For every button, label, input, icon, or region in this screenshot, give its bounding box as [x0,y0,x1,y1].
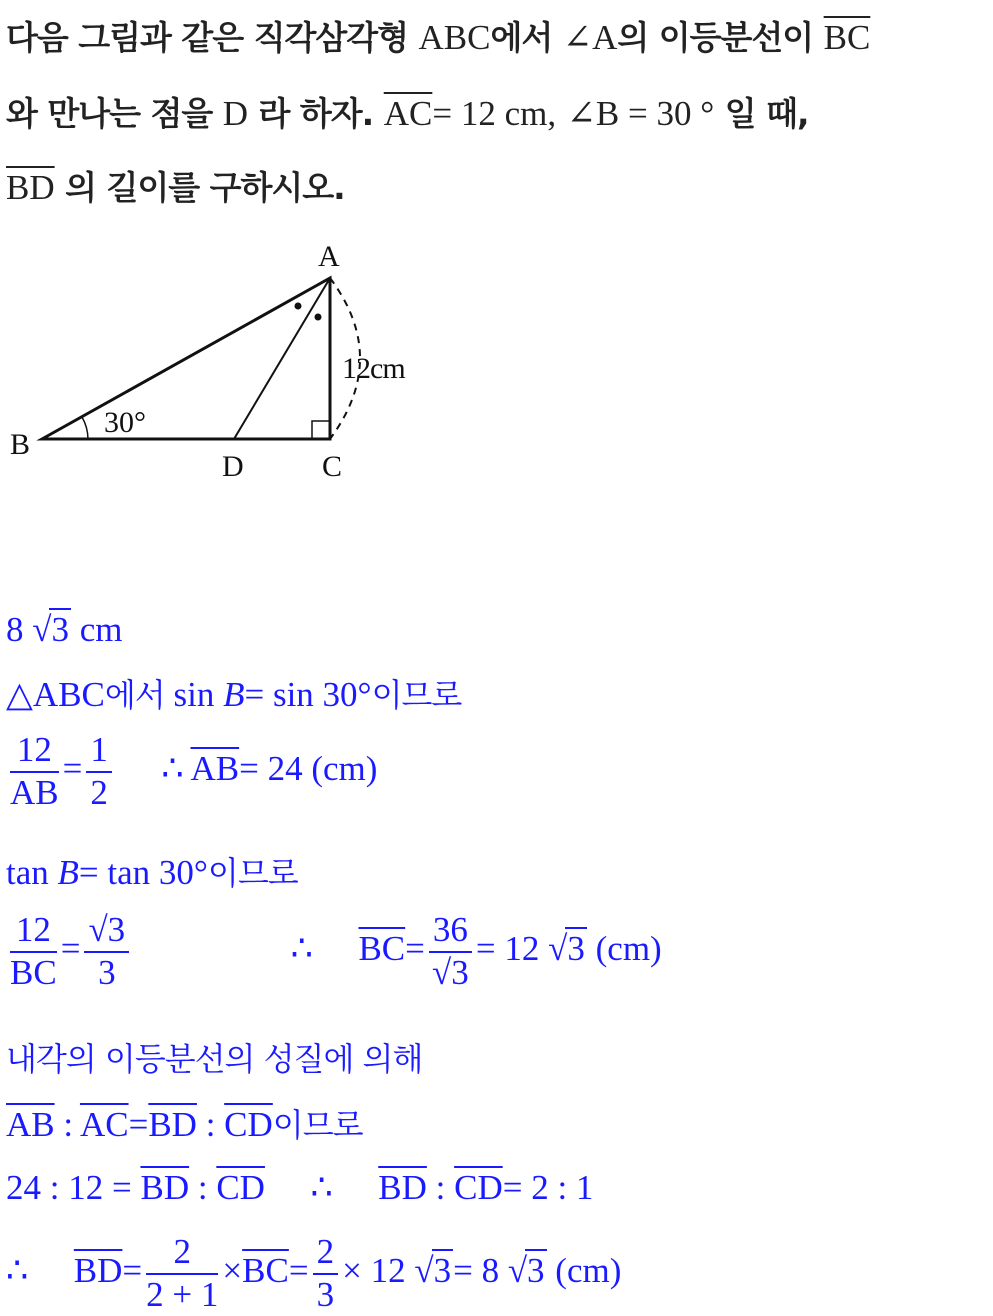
therefore-symbol: ∴ [290,928,313,968]
triangle-name: △ABC [6,675,105,714]
equals-sign: = [405,928,425,968]
equals-sign: = [60,928,81,968]
question-text: 와 만나는 점을 [6,94,213,133]
segment-bc: $\overline{BC}$ [242,1250,289,1290]
angle-arc-b [82,417,88,439]
fraction-12-over-bc [10,912,57,992]
segment-cd: $\overline{CD}$ [224,1105,273,1144]
segment-ac: $\overline{AC}$ [79,1105,129,1144]
vertex-label-c: C [322,450,343,483]
denominator: 2 + 1 [146,1274,219,1314]
solution-step-8 [6,1234,621,1314]
numerator: 36 [429,912,472,953]
ratio-values: 24 : 12 = [6,1168,132,1207]
denominator: √3 [432,952,469,992]
solution-step-1 [6,670,461,716]
segment-ab: $\overline{AB}$ [190,748,240,788]
sqrt-expression: √3 [32,610,69,649]
numerator: 12 [10,732,59,773]
question-text: 의 길이를 구하시오. [65,168,345,207]
sqrt-expression: √3 [414,1250,452,1290]
times-sign: × [222,1250,243,1290]
question-text: 에서 [490,18,553,57]
angle-b: B [57,853,79,892]
solution-step-6 [6,1100,363,1146]
solution-text: 내각의 이등분선의 성질에 의해 [6,1040,423,1078]
radicand: 3 [51,610,69,649]
solution-text: 이므로 [371,676,462,714]
denominator: 3 [316,1274,335,1314]
segment-cd: $\overline{CD}$ [454,1168,503,1207]
segment-bc: $\overline{BC}$ [358,928,406,968]
vertex-label-a: A [318,240,340,273]
segment-bd: $\overline{BD}$ [148,1105,197,1144]
question-text: 라 하자. [258,94,374,133]
question-line-2 [6,88,809,135]
equals-sign: = [62,748,83,788]
ratio-colon: : [435,1168,446,1207]
numerator: 2 [313,1234,339,1275]
therefore-symbol: ∴ [161,748,184,788]
vertex-label-d: D [222,450,244,483]
point-d: D [222,94,249,133]
denominator: 2 [90,772,108,812]
ratio-colon: : [197,1168,208,1207]
solution-step-2 [6,732,377,812]
radicand: 3 [527,1250,545,1290]
angle-b: ∠B = 30 ° [566,94,715,133]
segment-bd: $\overline{BD}$ [73,1250,123,1290]
radicand: 3 [567,928,585,968]
solution-step-3 [6,848,298,894]
ratio-colon: : [63,1105,74,1144]
right-angle-mark [312,421,330,439]
result-unit: cm [79,610,123,649]
result-coefficient: = 8 [453,1250,500,1290]
segment-ac: $\overline{AC}$ [383,94,433,133]
side-label-ac: 12cm [342,352,405,385]
solution-step-7 [6,1168,593,1208]
therefore-symbol: ∴ [310,1168,333,1207]
segment-bd: $\overline{BD}$ [140,1168,190,1207]
ratio-colon: : [205,1105,216,1144]
fraction-36-over-root3 [429,912,472,992]
answer-result [6,608,122,650]
question-line-1 [6,12,870,59]
bisector-dot-1 [295,303,302,310]
radicand: 3 [451,952,469,992]
question-text: 일 때, [724,94,809,133]
sqrt-expression: √3 [507,1250,545,1290]
segment-bc: $\overline{BC}$ [823,18,871,57]
length-ac: = 12 cm, [432,94,557,133]
solution-text: 이므로 [207,854,298,892]
fraction-two-thirds [313,1234,339,1314]
therefore-symbol: ∴ [6,1250,29,1290]
angle-b: B [223,675,245,714]
sin-value: = sin 30° [244,675,372,714]
sin-function: sin [173,675,215,714]
numerator: √3 [84,912,129,953]
result-unit: (cm) [595,928,662,968]
triangle-figure [0,228,470,498]
result-coefficient: 8 [6,610,24,649]
solution-text: 이므로 [272,1106,363,1144]
fraction-root3-over-3 [84,912,129,992]
tan-function: tan [6,853,49,892]
times-twelve: × 12 [342,1250,406,1290]
numerator: 1 [86,732,112,773]
segment-ab: $\overline{AB}$ [6,1105,55,1144]
fraction-one-half [86,732,112,812]
angle-a: ∠A [562,18,618,57]
solution-step-4 [6,912,662,992]
denominator: 3 [98,952,116,992]
question-line-3 [6,162,345,209]
sqrt-expression: √3 [548,928,585,968]
result-ab: = 24 (cm) [239,748,378,788]
numerator: 2 [146,1234,218,1275]
radicand: 3 [433,1250,452,1290]
triangle-abc [42,278,330,439]
fraction-2-over-3 [146,1234,218,1314]
solution-text: 에서 [104,676,165,714]
angle-label-b: 30° [104,406,146,439]
bisector-dot-2 [315,314,322,321]
segment-cd: $\overline{CD}$ [216,1168,265,1207]
result-unit: (cm) [555,1250,622,1290]
question-text: 의 이등분선이 [617,18,814,57]
fraction-12-over-ab [10,732,59,812]
denominator: BC [10,952,57,992]
solution-step-5 [6,1034,422,1080]
question-text: 다음 그림과 같은 직각삼각형 [6,18,409,57]
ratio-result: = 2 : 1 [502,1168,594,1207]
result-coefficient: = 12 [475,928,540,968]
segment-bd: $\overline{BD}$ [6,168,55,207]
segment-bd: $\overline{BD}$ [378,1168,427,1207]
angle-bisector-ad [234,278,330,439]
equals-sign: = [122,1250,143,1290]
equals-sign: = [288,1250,309,1290]
denominator: AB [10,772,59,812]
triangle-name: ABC [418,18,491,57]
radicand: 3 [107,910,126,949]
numerator: 12 [10,912,57,953]
equals-sign: = [128,1105,149,1144]
vertex-label-b: B [10,428,31,461]
tan-value: = tan 30° [78,853,208,892]
